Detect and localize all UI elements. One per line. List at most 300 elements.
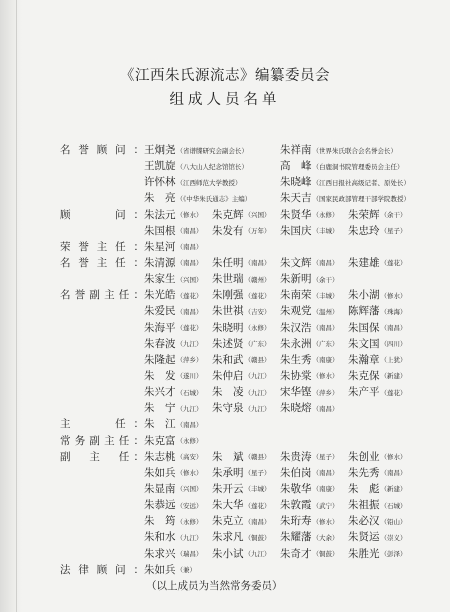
member-name: 朱和武 [212, 353, 244, 366]
member-name: 朱清源 [144, 256, 176, 269]
role-label [60, 174, 144, 190]
roster-row [60, 271, 438, 287]
member-name: 朱贤运 [348, 531, 380, 544]
member-name: 朱发有 [212, 224, 244, 237]
member-name: 朱文国 [348, 337, 380, 350]
member-entry [348, 287, 438, 303]
member-name: 朱南荣 [280, 289, 312, 302]
member-name: 朱志桃 [144, 450, 176, 463]
role-label [60, 158, 144, 174]
member-entry [212, 529, 280, 545]
member-name: 朱观党 [280, 305, 312, 318]
member-entry [280, 271, 348, 287]
roster-row [60, 529, 438, 545]
member-affiliation: （新建） [380, 372, 407, 381]
member-affiliation: （九江） [176, 404, 203, 413]
member-name: 朱述贤 [212, 337, 244, 350]
member-affiliation: （南昌） [176, 420, 203, 429]
member-name: 朱星河 [144, 240, 176, 253]
roster-row [60, 465, 438, 481]
roster-row [60, 303, 438, 319]
member-affiliation: （永修） [176, 437, 203, 446]
member-name: 朱必汉 [348, 515, 380, 528]
member-entry [280, 303, 348, 319]
member-entry [280, 142, 416, 158]
member-name: 朱仲启 [212, 369, 244, 382]
member-entry [348, 497, 438, 513]
member-name: 朱新明 [280, 273, 312, 286]
role-label: 顾 问： [60, 208, 144, 221]
member-name: 朱如兵 [144, 563, 176, 576]
member-entry [212, 320, 280, 336]
member-name: 朱汉浩 [280, 321, 312, 334]
member-entry [280, 336, 348, 352]
member-affiliation: （南昌） [244, 259, 271, 268]
member-affiliation: （南昌） [312, 404, 339, 413]
member-name: 朱任明 [212, 256, 244, 269]
member-name: 朱和水 [144, 531, 176, 544]
member-name: 朱海平 [144, 321, 176, 334]
roster-row [60, 513, 438, 529]
roster-row [60, 449, 438, 465]
member-name: 朱小湖 [348, 289, 380, 302]
member-name: 朱世祺 [212, 305, 244, 318]
role-label [60, 352, 144, 368]
member-affiliation: （星子） [380, 227, 407, 236]
member-name: 朱国庆 [280, 224, 312, 237]
member-entry [280, 352, 348, 368]
member-name: 朱瀚章 [348, 353, 380, 366]
member-entry [348, 223, 438, 239]
member-affiliation: （吉安） [244, 307, 271, 316]
member-affiliation: （萍乡） [176, 356, 203, 365]
member-entry [212, 384, 280, 400]
member-affiliation: （江西日报社高级记者、原处长） [312, 178, 410, 187]
member-name: 高 峰 [280, 160, 312, 173]
member-affiliation: （遂川） [176, 372, 203, 381]
member-entry [212, 336, 280, 352]
member-name: 朱敦霞 [280, 499, 312, 512]
member-affiliation: （新建） [380, 485, 407, 494]
roster-row [60, 223, 438, 239]
member-affiliation: （彭泽） [380, 550, 407, 559]
role-label: 副 主 任： [60, 450, 144, 463]
member-affiliation: （赣州） [244, 275, 271, 284]
member-entry [144, 546, 212, 562]
role-label [60, 546, 144, 562]
member-name: 朱产平 [348, 386, 380, 399]
member-entry [280, 320, 348, 336]
member-entry [144, 174, 280, 190]
roster-row [60, 255, 438, 271]
member-affiliation: （永修） [312, 211, 339, 220]
member-name: 朱天吉 [280, 192, 312, 205]
member-affiliation: （温州） [312, 307, 339, 316]
member-affiliation: （修水） [312, 372, 339, 381]
member-affiliation: （石城） [176, 388, 203, 397]
member-name: 朱国保 [348, 321, 380, 334]
member-name: 朱忠玲 [348, 224, 380, 237]
member-entry [144, 513, 212, 529]
member-affiliation: （星子） [244, 469, 271, 478]
member-entry [144, 433, 212, 449]
member-affiliation: （莲花） [380, 388, 407, 397]
member-name: 朱 江 [144, 418, 176, 431]
member-entry [212, 400, 280, 416]
member-affiliation: （崇义） [380, 533, 407, 542]
member-entry [212, 207, 280, 223]
member-name: 朱贵涛 [280, 450, 312, 463]
member-affiliation: （永修） [244, 324, 271, 333]
member-affiliation: （余干） [380, 211, 407, 220]
member-entry [280, 384, 348, 400]
member-name: 朱伯岗 [280, 466, 312, 479]
member-name: 朱耀藩 [280, 531, 312, 544]
roster-row [60, 497, 438, 513]
member-affiliation: （高安） [176, 453, 203, 462]
member-entry [144, 239, 212, 255]
member-entry [144, 207, 212, 223]
member-affiliation: （九江） [244, 372, 271, 381]
member-affiliation: （九江） [176, 533, 203, 542]
member-entry [280, 368, 348, 384]
member-affiliation: （兼） [176, 566, 196, 575]
member-affiliation: （丰城） [244, 485, 271, 494]
member-affiliation: （兴国） [176, 485, 203, 494]
member-entry [280, 223, 348, 239]
member-entry [212, 271, 280, 287]
roster-row [60, 400, 438, 416]
member-affiliation: （万年） [244, 227, 271, 236]
member-entry [280, 449, 348, 465]
member-entry [144, 368, 212, 384]
member-name: 朱永洲 [280, 337, 312, 350]
member-entry [144, 481, 212, 497]
member-affiliation: （修水） [380, 291, 407, 300]
member-affiliation: （丰城） [312, 227, 339, 236]
member-affiliation: （南昌） [312, 469, 339, 478]
member-affiliation: （修水） [380, 453, 407, 462]
member-entry [144, 416, 212, 432]
role-label: 主 任： [60, 418, 144, 431]
member-name: 朱先秀 [348, 466, 380, 479]
role-label: 名誉顾问： [60, 144, 144, 156]
member-affiliation: （九江） [244, 550, 271, 559]
member-name: 朱刚强 [212, 289, 244, 302]
member-name: 朱晓熔 [280, 402, 312, 415]
member-name: 朱创业 [348, 450, 380, 463]
role-label: 名誉副主任： [60, 289, 144, 302]
member-name: 朱求兴 [144, 547, 176, 560]
member-affiliation: （莲花） [176, 324, 203, 333]
member-affiliation: （《中华朱氏通志》主编） [176, 194, 252, 203]
member-name: 朱珩寿 [280, 515, 312, 528]
member-name: 朱 发 [144, 369, 176, 382]
member-name: 朱小试 [212, 547, 244, 560]
member-entry [348, 336, 438, 352]
member-name: 朱建雄 [348, 256, 380, 269]
member-affiliation: （南昌） [176, 227, 203, 236]
member-entry [280, 529, 348, 545]
member-name: 朱祥南 [280, 144, 312, 156]
role-label [60, 320, 144, 336]
member-entry [348, 352, 438, 368]
member-affiliation: （广东） [312, 340, 339, 349]
member-affiliation: （九江） [244, 404, 271, 413]
member-affiliation: （珠海） [380, 307, 407, 316]
member-affiliation: （余干） [312, 275, 339, 284]
member-entry [212, 449, 280, 465]
member-affiliation: （瑞昌） [176, 550, 203, 559]
member-name: 朱大华 [212, 499, 244, 512]
member-name: 朱开云 [212, 482, 244, 495]
member-entry [348, 546, 438, 562]
roster-row [60, 433, 438, 449]
member-affiliation: （赣县） [244, 453, 271, 462]
member-affiliation: （武宁） [312, 501, 339, 510]
member-affiliation: （江西师范大学教授） [176, 178, 242, 187]
member-affiliation: （国家民政部管理干部学院教授） [312, 194, 410, 203]
page-subtitle: 组成人员名单 [169, 92, 281, 108]
member-name: 朱 宁 [144, 402, 176, 415]
member-name: 朱求凡 [212, 531, 244, 544]
member-entry [348, 255, 438, 271]
member-affiliation: （修水） [176, 469, 203, 478]
member-name: 朱守泉 [212, 402, 244, 415]
member-entry [212, 255, 280, 271]
member-affiliation: （铜鼓） [312, 550, 339, 559]
member-entry [348, 384, 438, 400]
member-affiliation: （南昌） [380, 324, 407, 333]
member-entry [212, 465, 280, 481]
member-name: 朱光皓 [144, 289, 176, 302]
footnote: （以上成员为当然常务委员） [146, 579, 283, 592]
role-label [60, 223, 144, 239]
member-entry [280, 546, 348, 562]
role-label: 荣誉主任： [60, 240, 144, 253]
member-entry [280, 190, 416, 206]
member-entry [144, 529, 212, 545]
member-name: 朱恭远 [144, 499, 176, 512]
member-name: 朱爱民 [144, 305, 176, 318]
member-name: 朱 彪 [348, 482, 380, 495]
member-name: 朱生秀 [280, 353, 312, 366]
member-affiliation: （八大山人纪念馆馆长） [176, 162, 248, 171]
member-entry [348, 368, 438, 384]
member-entry [144, 190, 280, 206]
roster-row [60, 352, 438, 368]
member-entry [280, 465, 348, 481]
member-entry [348, 207, 438, 223]
member-affiliation: （白鹿洞书院管理委员会主任） [312, 162, 404, 171]
member-entry [144, 158, 280, 174]
member-name: 朱敬华 [280, 482, 312, 495]
member-affiliation: （南康） [312, 485, 339, 494]
member-entry [144, 287, 212, 303]
member-entry [144, 142, 280, 158]
role-label: 常务副主任： [60, 434, 144, 447]
member-affiliation: （铅山） [380, 517, 407, 526]
member-name: 朱 亮 [144, 192, 176, 205]
member-name: 朱克保 [348, 369, 380, 382]
member-entry [280, 481, 348, 497]
member-affiliation: （莲花） [176, 291, 203, 300]
member-entry [348, 481, 438, 497]
member-name: 陈辉藩 [348, 305, 380, 318]
member-entry [212, 497, 280, 513]
member-entry [212, 303, 280, 319]
member-affiliation: （莲花） [244, 501, 271, 510]
member-entry [144, 336, 212, 352]
member-entry [280, 174, 416, 190]
member-name: 朱国根 [144, 224, 176, 237]
member-entry [348, 449, 438, 465]
member-entry [348, 465, 438, 481]
member-entry [212, 546, 280, 562]
member-name: 宋华铿 [280, 386, 312, 399]
member-affiliation: （赣县） [244, 356, 271, 365]
member-affiliation: （南昌） [380, 469, 407, 478]
member-entry [212, 481, 280, 497]
roster-row [60, 336, 438, 352]
member-name: 许怀林 [144, 176, 176, 189]
member-name: 朱 斌 [212, 450, 244, 463]
role-label [60, 481, 144, 497]
member-entry [280, 255, 348, 271]
member-name: 朱兴才 [144, 386, 176, 399]
member-affiliation: （萍乡） [312, 388, 339, 397]
roster-row [60, 481, 438, 497]
member-entry [212, 368, 280, 384]
member-name: 朱 筠 [144, 515, 176, 528]
member-entry [212, 287, 280, 303]
member-affiliation: （九江） [176, 340, 203, 349]
roster-row [60, 158, 438, 174]
member-name: 朱文辉 [280, 256, 312, 269]
member-entry [144, 303, 212, 319]
member-entry [144, 562, 212, 578]
member-entry [280, 287, 348, 303]
member-entry [280, 207, 348, 223]
member-affiliation: （九江） [244, 388, 271, 397]
member-entry [144, 497, 212, 513]
member-affiliation: （上犹） [380, 356, 407, 365]
member-entry [212, 223, 280, 239]
member-entry [348, 303, 438, 319]
member-entry [144, 352, 212, 368]
role-label [60, 368, 144, 384]
member-name: 朱晓明 [212, 321, 244, 334]
member-name: 朱奇才 [280, 547, 312, 560]
role-label: 法律顾问： [60, 563, 144, 576]
role-label [60, 384, 144, 400]
roster-row [60, 546, 438, 562]
roster-row [60, 368, 438, 384]
member-name: 王炯尧 [144, 144, 176, 156]
member-affiliation: （南昌） [312, 259, 339, 268]
member-affiliation: （兴国） [244, 211, 271, 220]
member-name: 朱如兵 [144, 466, 176, 479]
role-label [60, 271, 144, 287]
member-entry [144, 223, 212, 239]
member-entry [144, 320, 212, 336]
member-name: 朱世瑞 [212, 273, 244, 286]
member-name: 朱家生 [144, 273, 176, 286]
member-name: 朱法元 [144, 208, 176, 221]
member-name: 朱承明 [212, 466, 244, 479]
member-affiliation: （南昌） [312, 324, 339, 333]
member-affiliation: （修水） [176, 211, 203, 220]
member-name: 朱克富 [144, 434, 176, 447]
member-entry [280, 158, 416, 174]
member-affiliation: （四川） [380, 340, 407, 349]
member-name: 王凯旋 [144, 160, 176, 173]
member-name: 朱克立 [212, 515, 244, 528]
member-affiliation: （南昌） [176, 259, 203, 268]
member-affiliation: （莲花） [380, 259, 407, 268]
page-title: 《江西朱氏源流志》编纂委员会 [120, 68, 330, 84]
role-label [60, 303, 144, 319]
roster-row [60, 562, 438, 578]
member-name: 朱荣辉 [348, 208, 380, 221]
role-label [60, 513, 144, 529]
roster-row [60, 190, 438, 206]
member-entry [144, 271, 212, 287]
member-affiliation: （星子） [312, 453, 339, 462]
member-entry [280, 400, 348, 416]
member-entry [280, 497, 348, 513]
member-name: 朱协棠 [280, 369, 312, 382]
member-name: 朱贤华 [280, 208, 312, 221]
roster-row [60, 207, 438, 223]
member-affiliation: （南康） [312, 356, 339, 365]
member-affiliation: （永修） [176, 517, 203, 526]
member-name: 朱隆起 [144, 353, 176, 366]
member-name: 朱胜光 [348, 547, 380, 560]
member-affiliation: （丰城） [312, 291, 339, 300]
member-name: 朱祖振 [348, 499, 380, 512]
roster-row [60, 239, 438, 255]
role-label [60, 497, 144, 513]
member-entry [348, 513, 438, 529]
role-label [60, 529, 144, 545]
roster-row [60, 287, 438, 303]
member-entry [348, 320, 438, 336]
roster-row [60, 384, 438, 400]
member-name: 朱克辉 [212, 208, 244, 221]
member-entry [212, 513, 280, 529]
role-label: 名誉主任： [60, 256, 144, 269]
member-affiliation: （南昌） [244, 517, 271, 526]
role-label [60, 465, 144, 481]
member-affiliation: （石城） [380, 501, 407, 510]
member-affiliation: （南昌） [176, 243, 203, 252]
role-label [60, 336, 144, 352]
member-affiliation: （兴国） [176, 275, 203, 284]
member-affiliation: （安远） [176, 501, 203, 510]
member-affiliation: （大余） [312, 533, 339, 542]
member-entry [144, 400, 212, 416]
member-affiliation: （莲花） [244, 291, 271, 300]
member-entry [212, 352, 280, 368]
committee-roster [60, 142, 438, 594]
member-name: 朱晓峰 [280, 176, 312, 189]
roster-row [60, 416, 438, 432]
member-entry [144, 449, 212, 465]
roster-row [60, 174, 438, 190]
role-label [60, 400, 144, 416]
member-entry [280, 513, 348, 529]
